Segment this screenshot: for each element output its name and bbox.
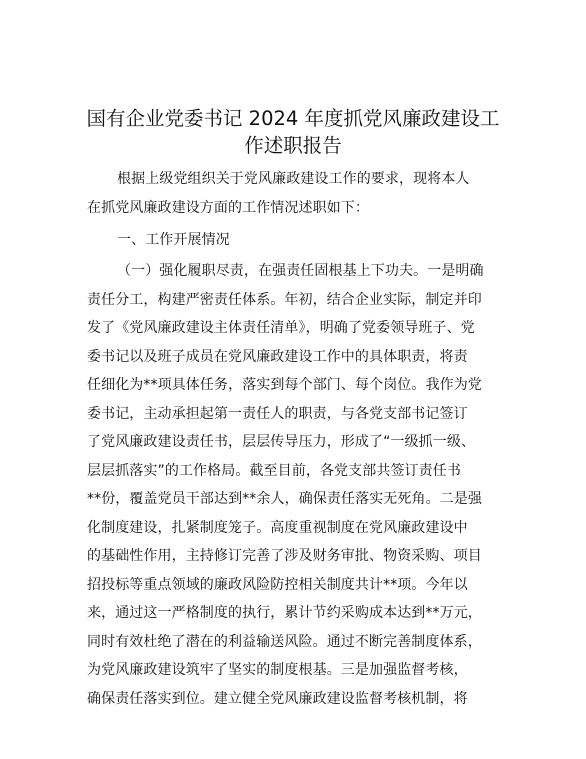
paragraph-line: 了党风廉政建设责任书，层层传导压力，形成了“一级抓一级、 (87, 434, 476, 450)
paragraph-line: 委书记以及班子成员在党风廉政建设工作中的具体职责，将责 (87, 349, 468, 365)
paragraph-line: 委书记，主动承担起第一责任人的职责，与各党支部书记签订 (87, 406, 468, 422)
section-heading: 一、工作开展情况 (117, 232, 230, 248)
paragraph-line: 来，通过这一严格制度的执行，累计节约采购成本达到**万元， (87, 605, 482, 621)
document-title-line-1: 国有企业党委书记 2024 年度抓党风廉政建设工 (86, 107, 500, 130)
paragraph-line: 在抓党风廉政建设方面的工作情况述职如下： (87, 200, 369, 216)
paragraph-line: 化制度建设，扎紧制度笼子。高度重视制度在党风廉政建设中 (87, 520, 468, 536)
paragraph-line: 责任分工，构建严密责任体系。年初，结合企业实际，制定并印 (87, 292, 482, 308)
document-title-line-2: 作述职报告 (244, 134, 342, 157)
paragraph-line: 发了《党风廉政建设主体责任清单》，明确了党委领导班子、党 (87, 320, 475, 336)
paragraph-line: 层层抓落实”的工作格局。截至目前，各党支部共签订责任书 (87, 463, 461, 479)
paragraph-line: （一）强化履职尽责，在强责任固根基上下功夫。一是明确 (117, 263, 484, 279)
paragraph-line: 根据上级党组织关于党风廉政建设工作的要求，现将本人 (117, 171, 470, 187)
paragraph-line: 同时有效杜绝了潜在的利益输送风险。通过不断完善制度体系， (87, 634, 482, 650)
paragraph-line: 任细化为**项具体任务，落实到每个部门、每个岗位。我作为党 (87, 377, 482, 393)
paragraph-line: 的基础性作用，主持修订完善了涉及财务审批、物资采购、项目 (87, 548, 482, 564)
paragraph-line: **份，覆盖党员干部达到**余人，确保责任落实无死角。二是强 (87, 491, 482, 507)
paragraph-line: 招投标等重点领域的廉政风险防控相关制度共计**项。今年以 (87, 577, 468, 593)
paragraph-line: 确保责任落实到位。建立健全党风廉政建设监督考核机制，将 (87, 691, 468, 707)
paragraph-line: 为党风廉政建设筑牢了坚实的制度根基。三是加强监督考核， (87, 662, 468, 678)
